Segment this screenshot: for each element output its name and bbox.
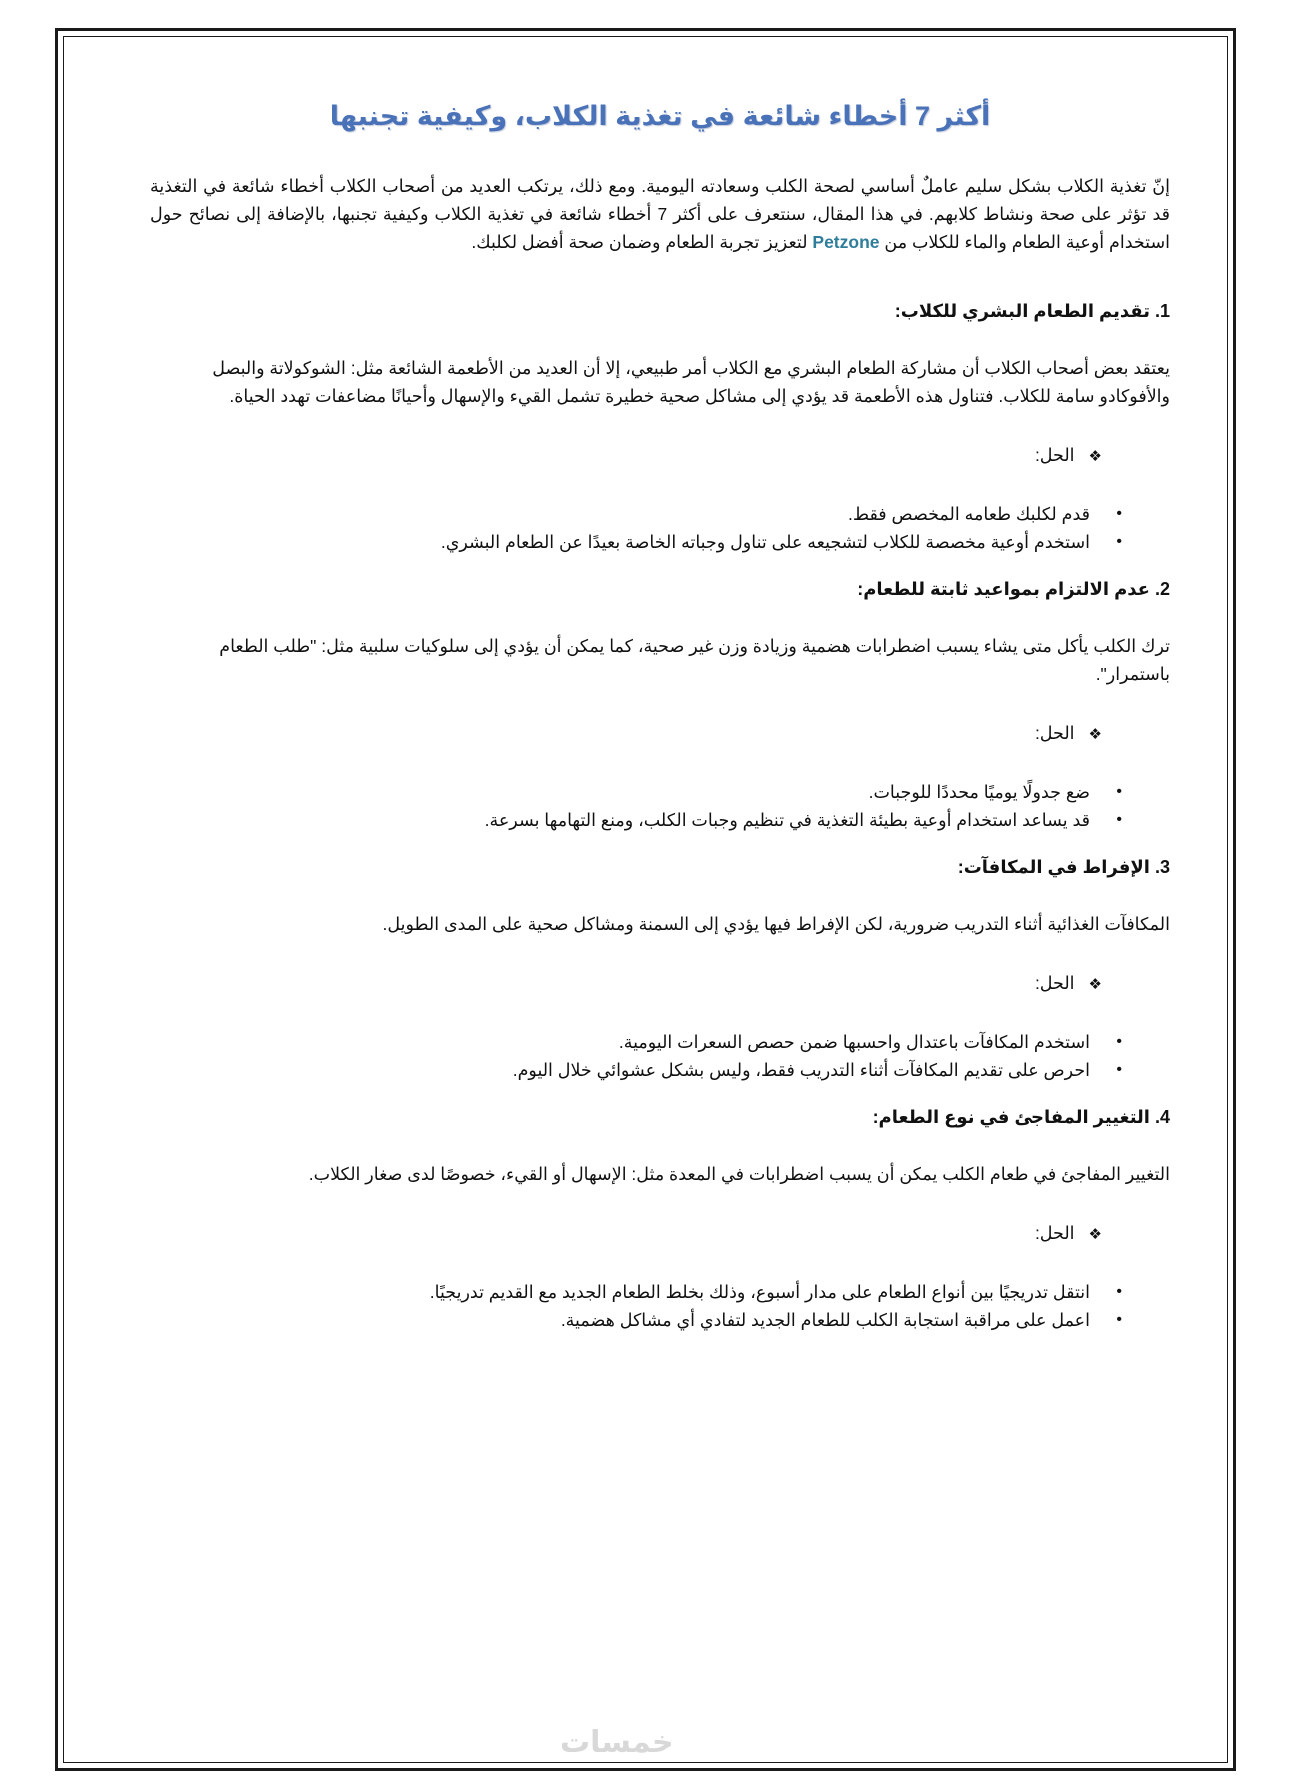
- section-body: المكافآت الغذائية أثناء التدريب ضرورية، لكن الإفراط فيها يؤدي إلى السمنة ومشاكل صحية على المدى الطويل.: [382, 914, 1170, 934]
- list-item: • قد يساعد استخدام أوعية بطيئة التغذية في تنظيم وجبات الكلب، ومنع التهامها بسرعة.: [150, 806, 1090, 834]
- document-content: [150, 96, 1170, 1352]
- section-heading: 1. تقديم الطعام البشري للكلاب:: [894, 301, 1170, 321]
- solution-label-text: الحل:: [1034, 445, 1075, 465]
- section-4: [150, 1102, 1170, 1334]
- tips-list: [150, 1028, 1170, 1084]
- diamond-bullet-icon: ❖: [1088, 726, 1102, 743]
- section-heading: 3. الإفراط في المكافآت:: [957, 857, 1170, 877]
- solution-label: [150, 968, 1170, 1000]
- section-heading: 2. عدم الالتزام بمواعيد ثابتة للطعام:: [857, 579, 1170, 599]
- intro-text-part2: لتعزيز تجربة الطعام وضمان صحة أفضل لكلبك.: [471, 232, 808, 252]
- section-body: التغيير المفاجئ في طعام الكلب يمكن أن يسبب اضطرابات في المعدة مثل: الإسهال أو القيء، خصوصًا لدى صغار الكلاب.: [308, 1164, 1170, 1184]
- diamond-bullet-icon: ❖: [1088, 976, 1102, 993]
- section-body: يعتقد بعض أصحاب الكلاب أن مشاركة الطعام البشري مع الكلاب أمر طبيعي، إلا أن العديد من الأطعمة الشائعة مثل: الشوكولاتة والبصل والأفوكادو سامة للكلاب. فتناول هذه الأطعمة قد يؤدي إلى مشاكل صحية خطيرة تشمل القيء والإسهال وأحيانًا مضاعفات تهدد الحياة.: [212, 358, 1170, 406]
- brand-name: Petzone: [812, 232, 880, 252]
- section-body: ترك الكلب يأكل متى يشاء يسبب اضطرابات هضمية وزيادة وزن غير صحية، كما يمكن أن يؤدي إلى سلوكيات سلبية مثل: "طلب الطعام باستمرار".: [219, 636, 1170, 684]
- solution-label-text: الحل:: [1034, 1223, 1075, 1243]
- diamond-bullet-icon: ❖: [1088, 448, 1102, 465]
- document-title: أكثر 7 أخطاء شائعة في تغذية الكلاب، وكيفية تجنبها: [329, 101, 991, 131]
- list-item: • استخدم أوعية مخصصة للكلاب لتشجيعه على تناول وجباته الخاصة بعيدًا عن الطعام البشري.: [150, 528, 1090, 556]
- list-item: • اعمل على مراقبة استجابة الكلب للطعام الجديد لتفادي أي مشاكل هضمية.: [150, 1306, 1090, 1334]
- intro-paragraph: [150, 172, 1170, 256]
- tips-list: [150, 778, 1170, 834]
- watermark: خمسات: [560, 1726, 674, 1759]
- diamond-bullet-icon: ❖: [1088, 1226, 1102, 1243]
- solution-label: [150, 1218, 1170, 1250]
- solution-label: [150, 718, 1170, 750]
- section-2: [150, 574, 1170, 834]
- section-3: [150, 852, 1170, 1084]
- solution-label-text: الحل:: [1034, 723, 1075, 743]
- list-item: • ضع جدولًا يوميًا محددًا للوجبات.: [150, 778, 1090, 806]
- list-item: • احرص على تقديم المكافآت أثناء التدريب فقط، وليس بشكل عشوائي خلال اليوم.: [150, 1056, 1090, 1084]
- intro-text-part1: إنّ تغذية الكلاب بشكل سليم عاملٌ أساسي لصحة الكلب وسعادته اليومية. ومع ذلك، يرتكب العديد من أصحاب الكلاب أخطاء شائعة في التغذية قد تؤثر على صحة ونشاط كلابهم. في هذا المقال، سنتعرف على أكثر 7 أخطاء شائعة في تغذية الكلاب وكيفية تجنبها، بالإضافة إلى نصائح حول استخدام أوعية الطعام والماء للكلاب من: [150, 176, 1170, 252]
- list-item: • قدم لكلبك طعامه المخصص فقط.: [150, 500, 1090, 528]
- list-item: • انتقل تدريجيًا بين أنواع الطعام على مدار أسبوع، وذلك بخلط الطعام الجديد مع القديم تدريجيًا.: [150, 1278, 1090, 1306]
- solution-label-text: الحل:: [1034, 973, 1075, 993]
- list-item: • استخدم المكافآت باعتدال واحسبها ضمن حصص السعرات اليومية.: [150, 1028, 1090, 1056]
- solution-label: [150, 440, 1170, 472]
- section-heading: 4. التغيير المفاجئ في نوع الطعام:: [872, 1107, 1170, 1127]
- section-1: [150, 296, 1170, 556]
- tips-list: [150, 500, 1170, 556]
- tips-list: [150, 1278, 1170, 1334]
